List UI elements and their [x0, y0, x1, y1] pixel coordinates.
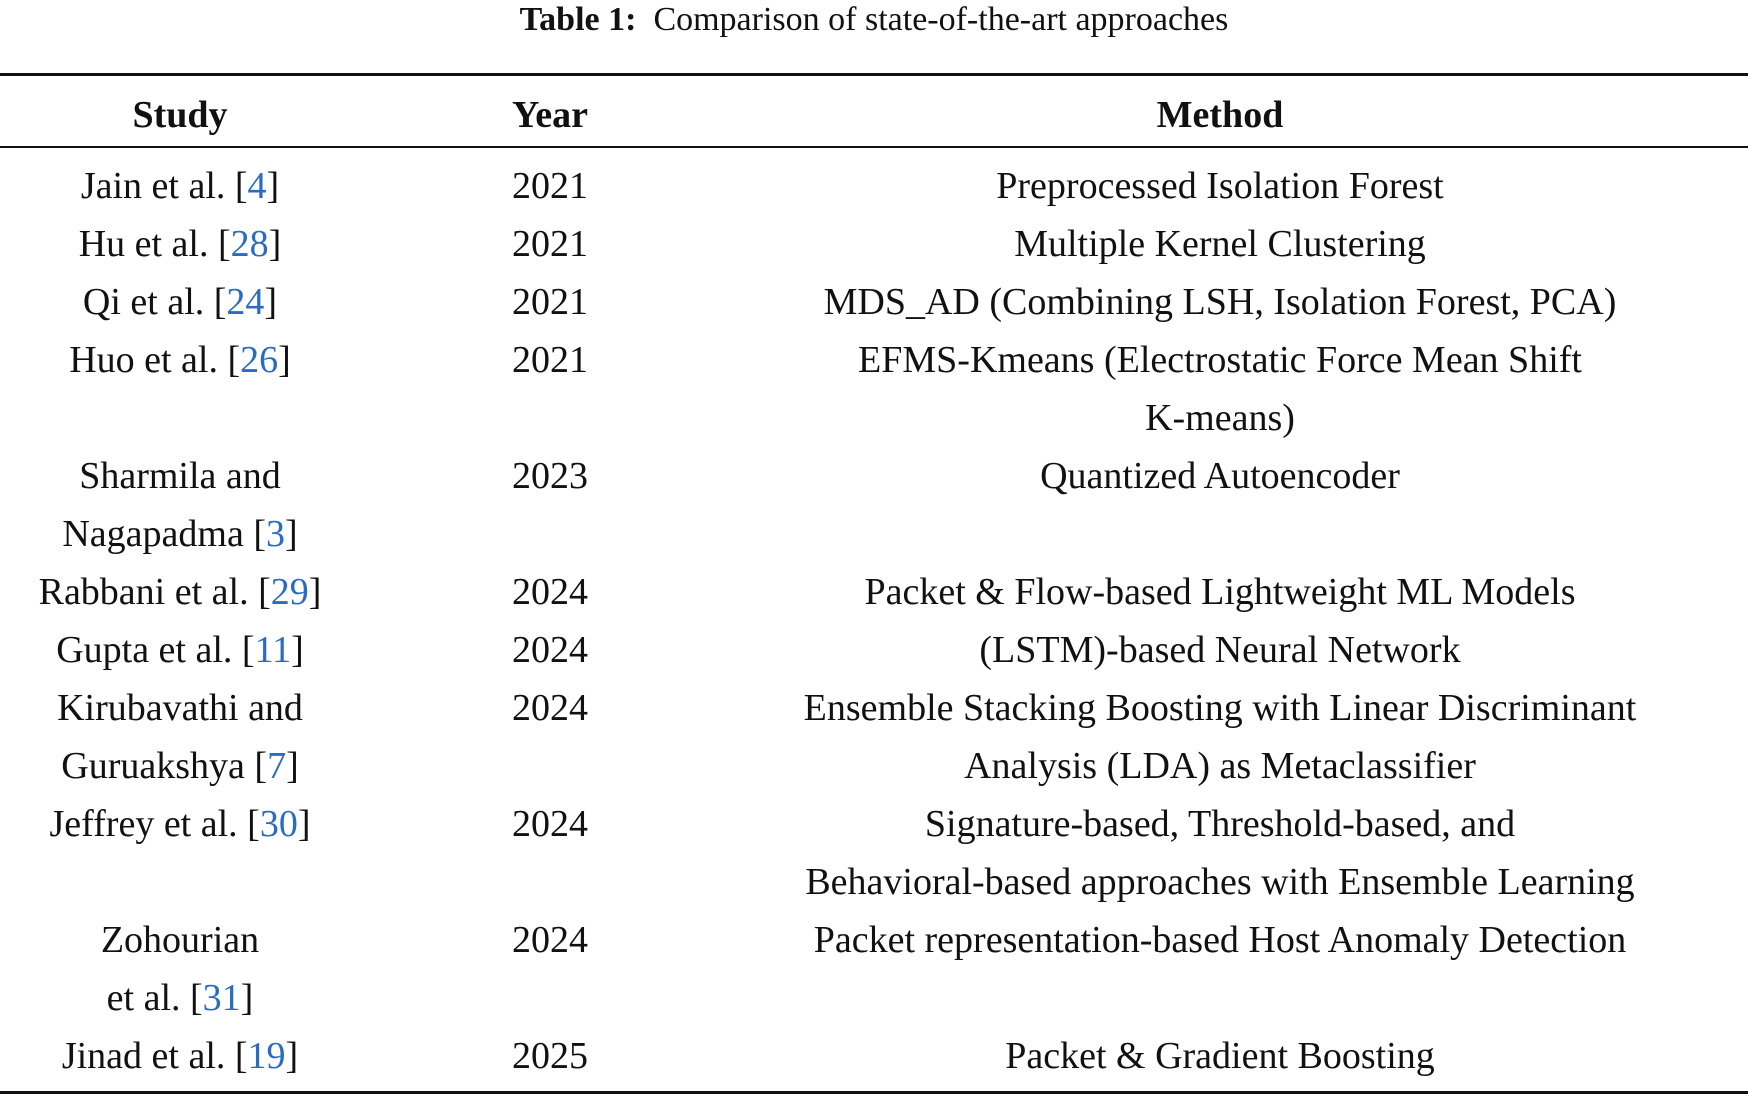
reference-link[interactable]: 24	[226, 281, 265, 323]
study-text: Hu et al. [	[78, 223, 231, 265]
year-cell: 2021	[512, 165, 588, 207]
study-text: ]	[286, 745, 299, 787]
method-line: Signature-based, Threshold-based, and	[924, 803, 1516, 845]
method-cell: Packet & Flow-based Lightweight ML Models	[864, 571, 1576, 613]
study-cell	[0, 215, 360, 273]
header-method: Method	[1156, 94, 1284, 136]
study-text: Rabbani et al. [	[38, 571, 271, 613]
study-cell	[0, 795, 360, 853]
method-cell	[700, 331, 1740, 447]
study-line	[0, 737, 360, 795]
method-line: Behavioral-based approaches with Ensemble Learning	[805, 861, 1635, 903]
study-text: Guruakshya [	[61, 745, 268, 787]
study-text: ]	[284, 513, 298, 555]
study-text: Gupta et al. [	[56, 629, 255, 671]
study-text: ]	[297, 803, 311, 845]
reference-link[interactable]: 31	[202, 977, 241, 1019]
study-text: ]	[308, 571, 322, 613]
study-cell	[0, 157, 360, 215]
table-top-rule	[0, 73, 1748, 76]
study-text: Huo et al. [	[69, 339, 241, 381]
method-line: Analysis (LDA) as Metaclassifier	[964, 745, 1476, 787]
study-line: Zohourian	[100, 919, 260, 961]
year-cell: 2021	[512, 281, 588, 323]
study-line	[0, 505, 360, 563]
method-line: K-means)	[1145, 397, 1295, 439]
reference-link[interactable]: 28	[230, 223, 269, 265]
study-text: Jinad et al. [	[61, 1035, 248, 1077]
study-text: ]	[268, 223, 282, 265]
study-text: Qi et al. [	[82, 281, 227, 323]
method-cell: Preprocessed Isolation Forest	[996, 165, 1444, 207]
method-line: Ensemble Stacking Boosting with Linear Discriminant	[803, 687, 1637, 729]
study-cell	[0, 911, 360, 1027]
method-cell: Quantized Autoencoder	[1040, 455, 1400, 497]
year-cell: 2025	[512, 1035, 588, 1077]
reference-link[interactable]: 7	[267, 745, 287, 787]
method-cell: (LSTM)-based Neural Network	[979, 629, 1461, 671]
header-year: Year	[512, 94, 588, 136]
method-cell: Packet representation-based Host Anomaly Detection	[813, 919, 1627, 961]
reference-link[interactable]: 4	[247, 165, 267, 207]
study-line	[0, 969, 360, 1027]
method-cell	[700, 795, 1740, 911]
study-text: Nagapadma [	[62, 513, 266, 555]
reference-link[interactable]: 11	[254, 629, 292, 671]
year-cell: 2023	[512, 455, 588, 497]
method-cell: Multiple Kernel Clustering	[1014, 223, 1426, 265]
study-line: Sharmila and	[79, 455, 281, 497]
study-text: ]	[240, 977, 254, 1019]
study-cell	[0, 679, 360, 795]
study-cell	[0, 447, 360, 563]
method-line: EFMS-Kmeans (Electrostatic Force Mean Shift	[858, 339, 1582, 381]
year-cell: 2021	[512, 339, 588, 381]
study-cell	[0, 331, 360, 389]
study-cell	[0, 621, 360, 679]
header-study: Study	[132, 94, 228, 136]
reference-link[interactable]: 26	[240, 339, 279, 381]
study-text: et al. [	[106, 977, 203, 1019]
year-cell: 2024	[512, 687, 588, 729]
method-cell: Packet & Gradient Boosting	[1005, 1035, 1435, 1077]
table-caption	[0, 0, 1748, 40]
reference-link[interactable]: 29	[270, 571, 309, 613]
study-cell	[0, 273, 360, 331]
reference-link[interactable]: 19	[247, 1035, 286, 1077]
study-text: ]	[291, 629, 304, 671]
method-cell: MDS_AD (Combining LSH, Isolation Forest, PCA)	[823, 281, 1617, 323]
study-cell	[0, 563, 360, 621]
study-text: ]	[266, 165, 280, 207]
year-cell: 2024	[512, 803, 588, 845]
table-caption-text: Comparison of state-of-the-art approaches	[653, 1, 1229, 38]
table-header-rule	[0, 146, 1748, 148]
study-line: Kirubavathi and	[57, 687, 303, 729]
year-cell: 2024	[512, 919, 588, 961]
study-cell	[0, 1027, 360, 1085]
year-cell: 2024	[512, 571, 588, 613]
study-text: Jain et al. [	[80, 165, 248, 207]
reference-link[interactable]: 3	[265, 513, 285, 555]
table-bottom-rule	[0, 1091, 1748, 1094]
year-cell: 2021	[512, 223, 588, 265]
reference-link[interactable]: 30	[259, 803, 298, 845]
method-cell	[700, 679, 1740, 795]
study-text: ]	[278, 339, 291, 381]
study-text: Jeffrey et al. [	[49, 803, 260, 845]
year-cell: 2024	[512, 629, 588, 671]
study-text: ]	[285, 1035, 299, 1077]
table-caption-label: Table 1:	[519, 1, 637, 38]
study-text: ]	[264, 281, 278, 323]
